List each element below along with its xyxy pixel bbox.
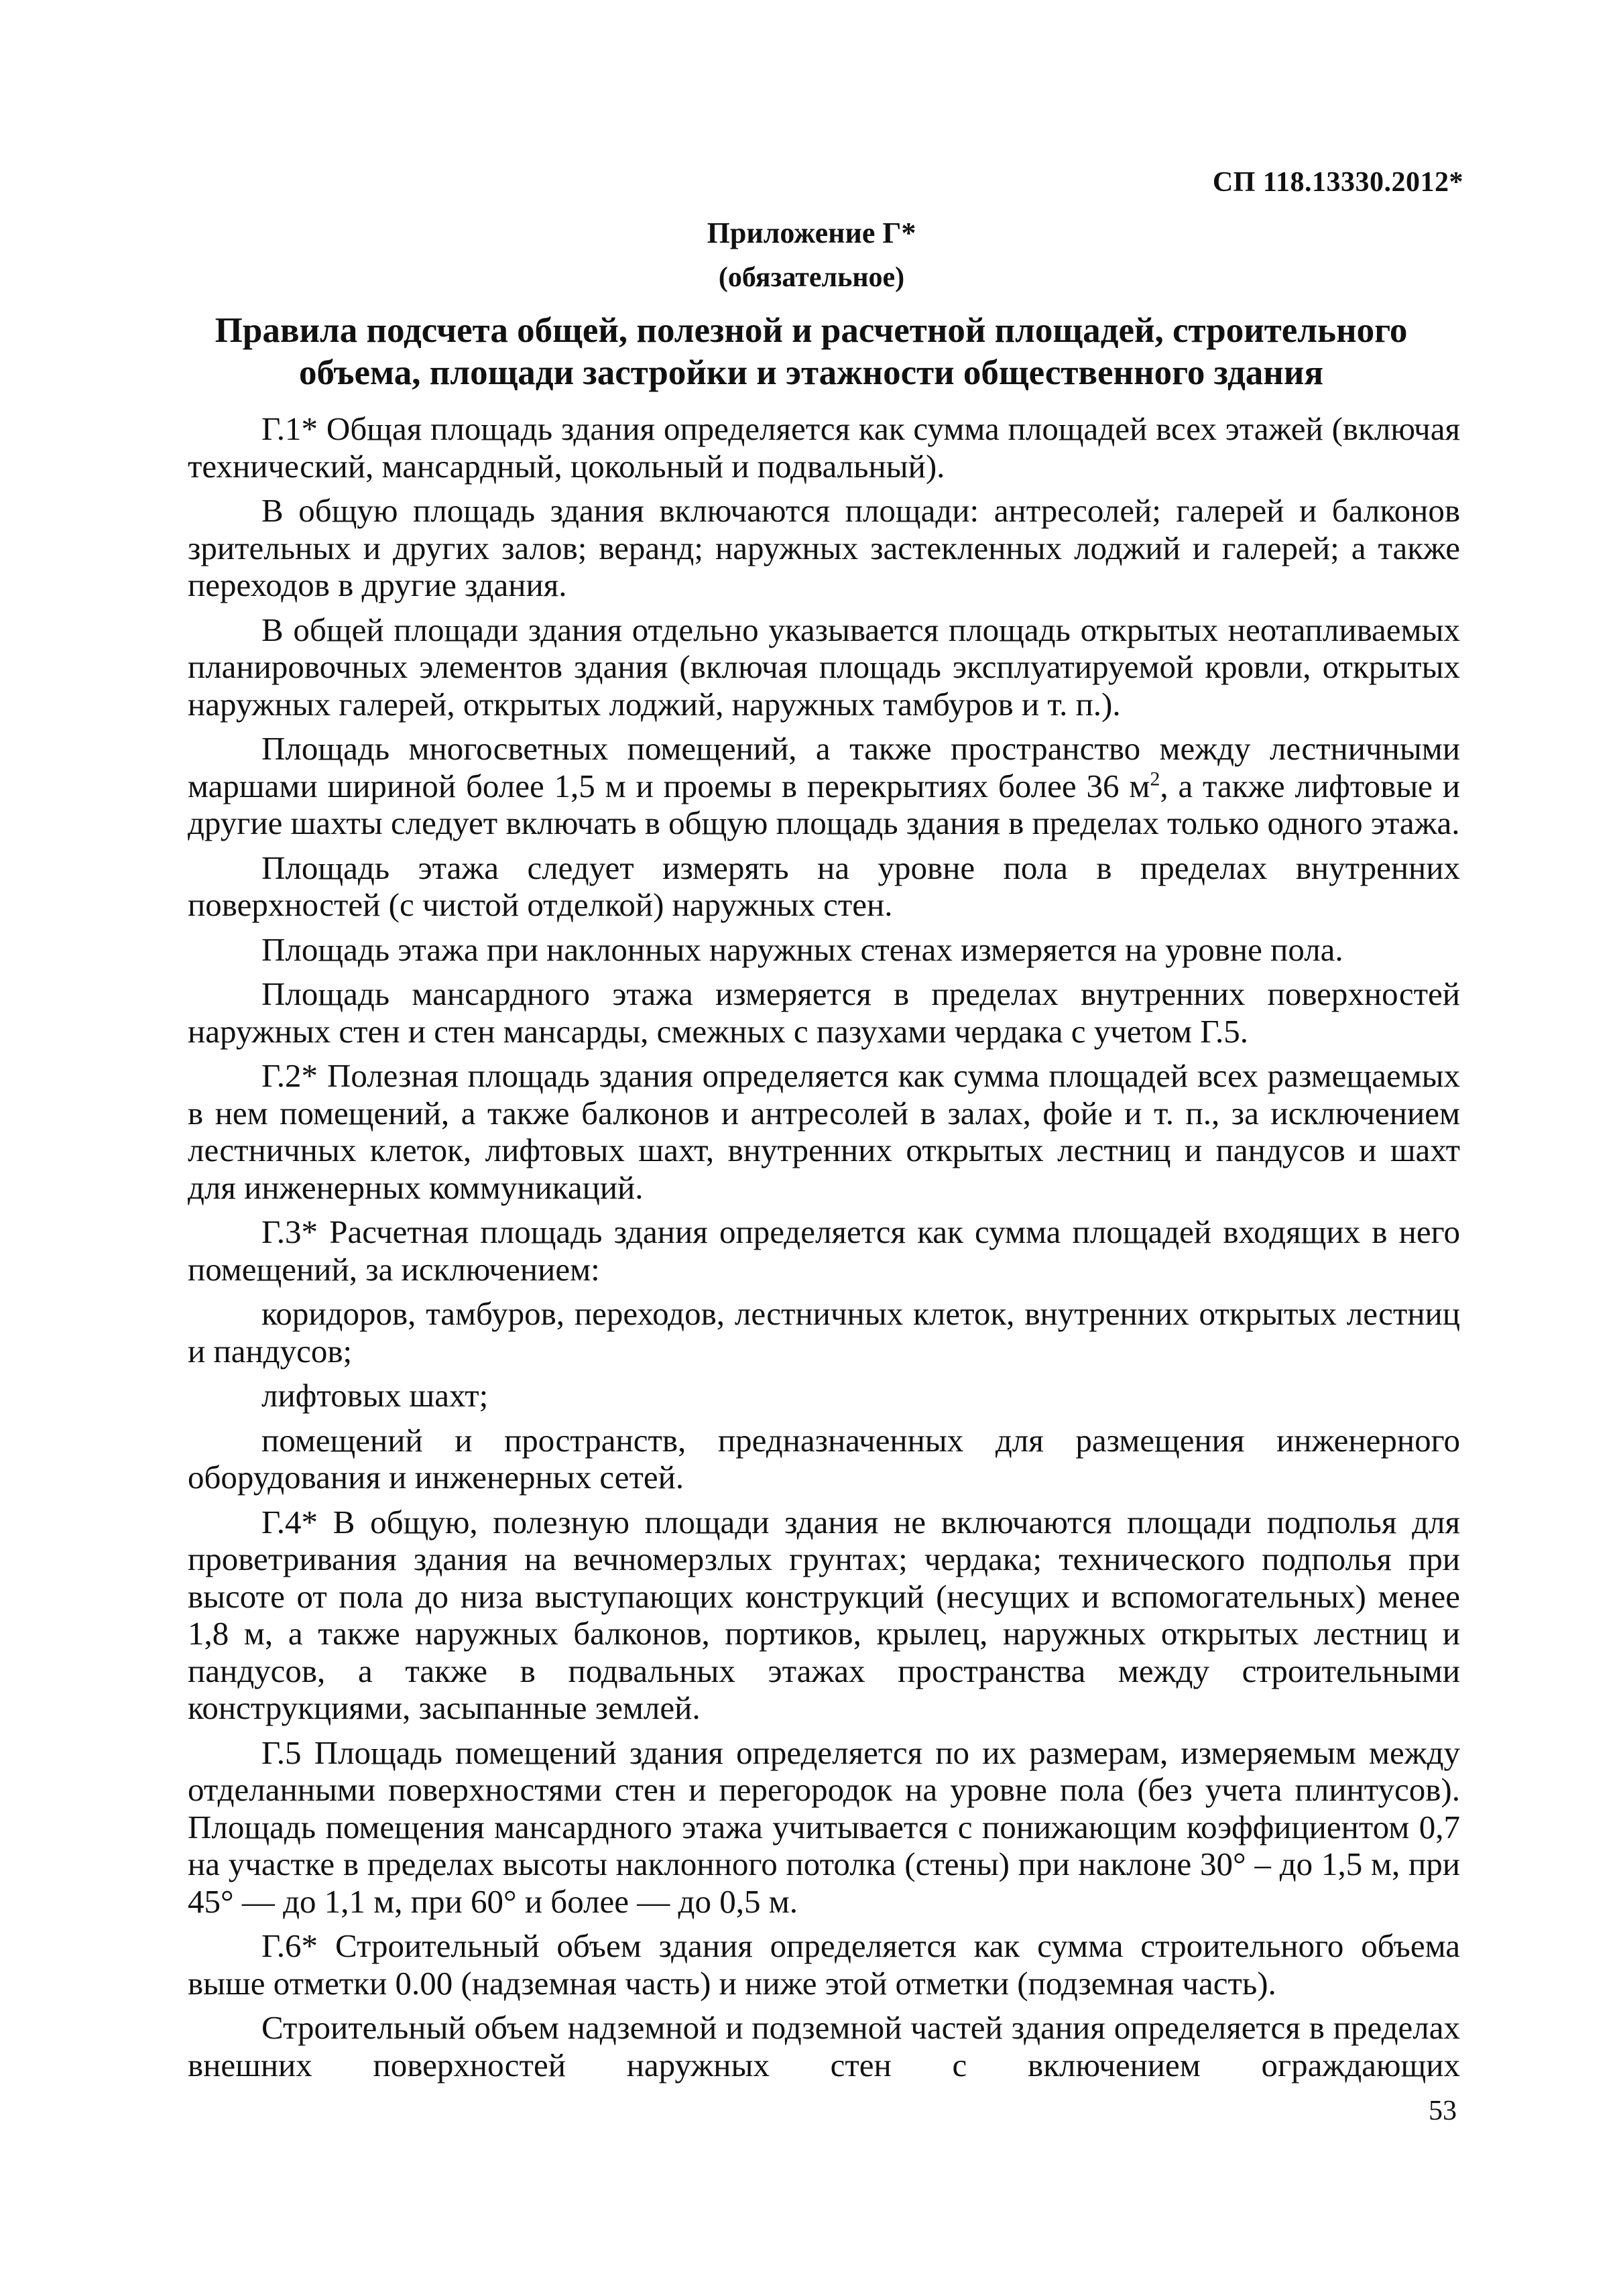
paragraph-g3-item-shafts: лифтовых шахт;: [261, 1377, 489, 1414]
document-code: СП 118.13330.2012*: [1212, 167, 1463, 198]
paragraph-g2: Г.2* Полезная площадь здания определяется как сумма площадей всех размещаемых в нем помещений, а также балконов и антресолей в залах, фойе и т. п., за исключением лестничных клеток, лифтовых шахт, внутренних открытых лестниц и пандусов и шахт для инженерных коммуникаций.: [188, 1057, 1460, 1206]
body-text: [188, 410, 1460, 2091]
paragraph-g5: Г.5 Площадь помещений здания определяется по их размерам, измеряемым между отделанными поверхностями стен и перегородок на уровне пола (без учета плинтусов). Площадь помещения мансардного этажа учитывается с понижающим коэффициентом 0,7 на участке в пределах высоты наклонного потолка (стены) при наклоне 30° – до 1,5 м, при 45° — до 1,1 м, при 60° и более — до 0,5 м.: [188, 1734, 1460, 1920]
paragraph-g1-mansard: Площадь мансардного этажа измеряется в пределах внутренних поверхностей наружных стен и стен мансарды, смежных с пазухами чердака с учетом Г.5.: [188, 975, 1460, 1050]
paragraph-g6: Г.6* Строительный объем здания определяется как сумма строительного объема выше отметки 0.00 (надземная часть) и ниже этой отметки (подземная часть).: [188, 1927, 1460, 2002]
paragraph-g1-multilight: [188, 730, 1460, 842]
appendix-title: Приложение Г*: [707, 217, 916, 249]
paragraph-g1-included: В общую площадь здания включаются площади: антресолей; галерей и балконов зрительных и других залов; веранд; наружных застекленных лоджий и галерей; а также переходов в другие здания.: [188, 492, 1460, 603]
page-number: 53: [1429, 2096, 1457, 2126]
paragraph-g1-floor-area: Площадь этажа следует измерять на уровне пола в пределах внутренних поверхностей (с чистой отделкой) наружных стен.: [188, 849, 1460, 923]
paragraph-g3-item-corridors: коридоров, тамбуров, переходов, лестничных клеток, внутренних открытых лестниц и пандусов;: [188, 1295, 1460, 1370]
multilight-text-after: , а также лифтовые и другие шахты следует включать в общую площадь здания в пределах только одного этажа.: [188, 767, 1460, 841]
multilight-superscript: 2: [1150, 768, 1160, 790]
paragraph-g6-volume: Строительный объем надземной и подземной частей здания определяется в пределах внешних поверхностей наружных стен с включением ограждающих: [188, 2009, 1460, 2083]
section-heading: Правила подсчета общей, полезной и расчетной площадей, строительного объема, площади застройки и этажности общественного здания: [215, 311, 1408, 392]
paragraph-g1-inclined-walls: Площадь этажа при наклонных наружных стенах измеряется на уровне пола.: [261, 930, 1343, 968]
paragraph-g3: Г.3* Расчетная площадь здания определяется как сумма площадей входящих в него помещений, за исключением:: [188, 1213, 1460, 1288]
paragraph-g1: Г.1* Общая площадь здания определяется как сумма площадей всех этажей (включая технический, мансардный, цокольный и подвальный).: [188, 410, 1460, 485]
paragraph-g1-open-elements: В общей площади здания отдельно указывается площадь открытых неотапливаемых планировочных элементов здания (включая площадь эксплуатируемой кровли, открытых наружных галерей, открытых лоджий, наружных тамбуров и т. п.).: [188, 611, 1460, 723]
appendix-type: (обязательное): [718, 262, 905, 293]
paragraph-g3-item-engineering: помещений и пространств, предназначенных для размещения инженерного оборудования и инженерных сетей.: [188, 1421, 1460, 1496]
multilight-text-before: Площадь многосветных помещений, а также пространство между лестничными маршами шириной более 1,5 м и проемы в перекрытиях более 36 м: [188, 730, 1460, 804]
paragraph-g4: Г.4* В общую, полезную площади здания не включаются площади подполья для проветривания здания на вечномерзлых грунтах; чердака; технического подполья при высоте от пола до низа выступающих конструкций (несущих и вспомогательных) менее 1,8 м, а также наружных балконов, портиков, крылец, наружных открытых лестниц и пандусов, а также в подвальных этажах пространства между строительными конструкциями, засыпанные землей.: [188, 1503, 1460, 1726]
